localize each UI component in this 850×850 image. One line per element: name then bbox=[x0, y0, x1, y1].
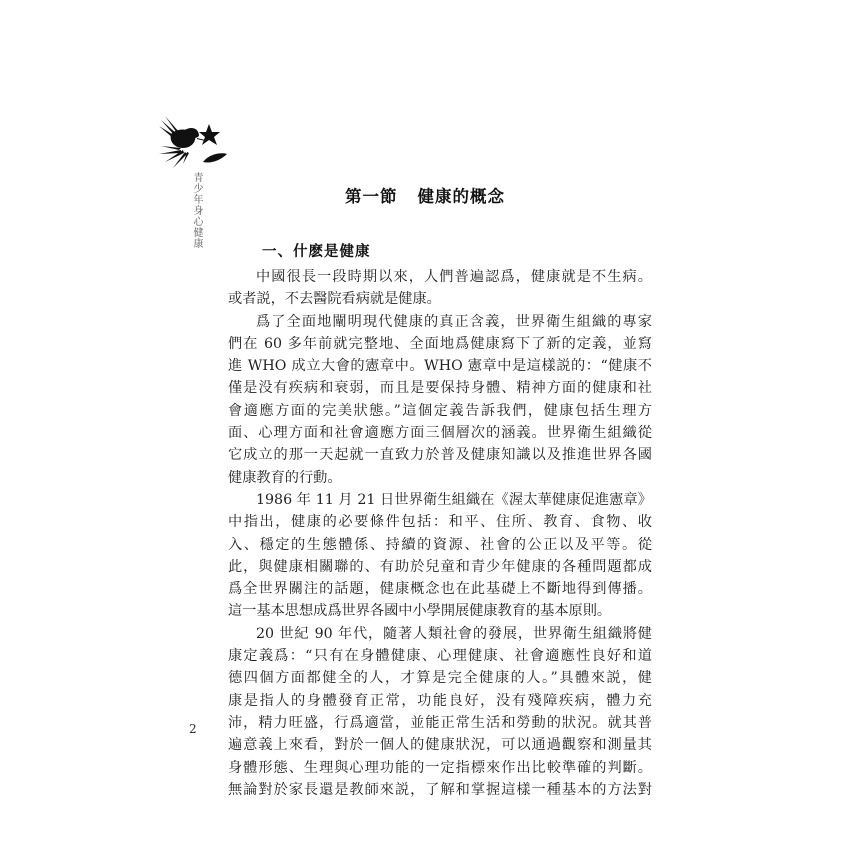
body-text bbox=[228, 266, 652, 801]
body-line: 僅是没有疾病和衰弱，而且是要保持身體、精神方面的健康和社 bbox=[228, 380, 652, 397]
body-line: 這一基本思想成爲世界各國中小學開展健康教育的基本原則。 bbox=[228, 603, 612, 620]
body-line: 爲了全面地闡明現代健康的真正含義，世界衛生組織的專家 bbox=[256, 313, 652, 330]
body-line: 中國很長一段時期以來，人們普遍認爲，健康就是不生病。 bbox=[256, 269, 652, 285]
body-line: 會適應方面的完美狀態。”這個定義告訴我們，健康包括生理方 bbox=[228, 402, 652, 419]
body-line: 20 世紀 90 年代，隨著人類社會的發展，世界衛生組織將健 bbox=[256, 625, 652, 642]
page-number: 2 bbox=[189, 722, 197, 736]
body-line: 無論對於家長還是教師來説，了解和掌握這樣一種基本的方法對 bbox=[228, 781, 652, 798]
body-line: 遍意義上來看，對於一個人的健康狀況，可以通過觀察和測量其 bbox=[228, 737, 652, 754]
chapter-title-text: 健康的概念 bbox=[417, 187, 505, 206]
body-line: 面、心理方面和社會適應方面三個層次的涵義。世界衛生組織從 bbox=[228, 425, 652, 442]
body-line: 健康教育的行動。 bbox=[228, 469, 342, 486]
chapter-number: 第一節 bbox=[345, 187, 398, 206]
body-line: 康是指人的身體發育正常，功能良好，没有殘障疾病，體力充 bbox=[228, 692, 652, 709]
body-line: 或者説，不去醫院看病就是健康。 bbox=[228, 291, 441, 308]
body-line: 沛，精力旺盛，行爲適當，並能正常生活和勞動的狀況。就其普 bbox=[228, 714, 652, 731]
body-line: 中指出，健康的必要條件包括：和平、住所、教育、食物、收 bbox=[228, 514, 652, 531]
chapter-title bbox=[0, 183, 850, 207]
body-line: 進 WHO 成立大會的憲章中。WHO 憲章中是這樣説的：“健康不 bbox=[228, 358, 652, 375]
body-line: 入、穩定的生態體係、持續的資源、社會的公正以及平等。從 bbox=[228, 536, 652, 553]
body-line: 爲全世界關注的話題，健康概念也在此基礎上不斷地得到傳播。 bbox=[228, 581, 652, 598]
body-line: 康定義爲：“只有在身體健康、心理健康、社會適應性良好和道 bbox=[228, 648, 652, 665]
section-heading: 一、什麽是健康 bbox=[262, 244, 371, 260]
body-line: 們在 60 多年前就完整地、全面地爲健康寫下了新的定義，並寫 bbox=[228, 335, 652, 352]
running-head: 青少年身心健康 bbox=[191, 172, 202, 249]
bamboo-leaf-star-ornament-icon bbox=[155, 112, 235, 174]
body-line: 1986 年 11 月 21 日世界衛生組織在《渥太華健康促進憲章》 bbox=[256, 491, 652, 508]
body-line: 身體形態、生理與心理功能的一定指標來作出比較準確的判斷。 bbox=[228, 759, 652, 776]
body-line: 它成立的那一天起就一直致力於普及健康知識以及推進世界各國 bbox=[228, 447, 652, 464]
body-line: 此，與健康相關聯的、有助於兒童和青少年健康的各種問題都成 bbox=[228, 558, 652, 575]
body-line: 德四個方面都健全的人，才算是完全健康的人。”具體來説，健 bbox=[228, 670, 652, 687]
